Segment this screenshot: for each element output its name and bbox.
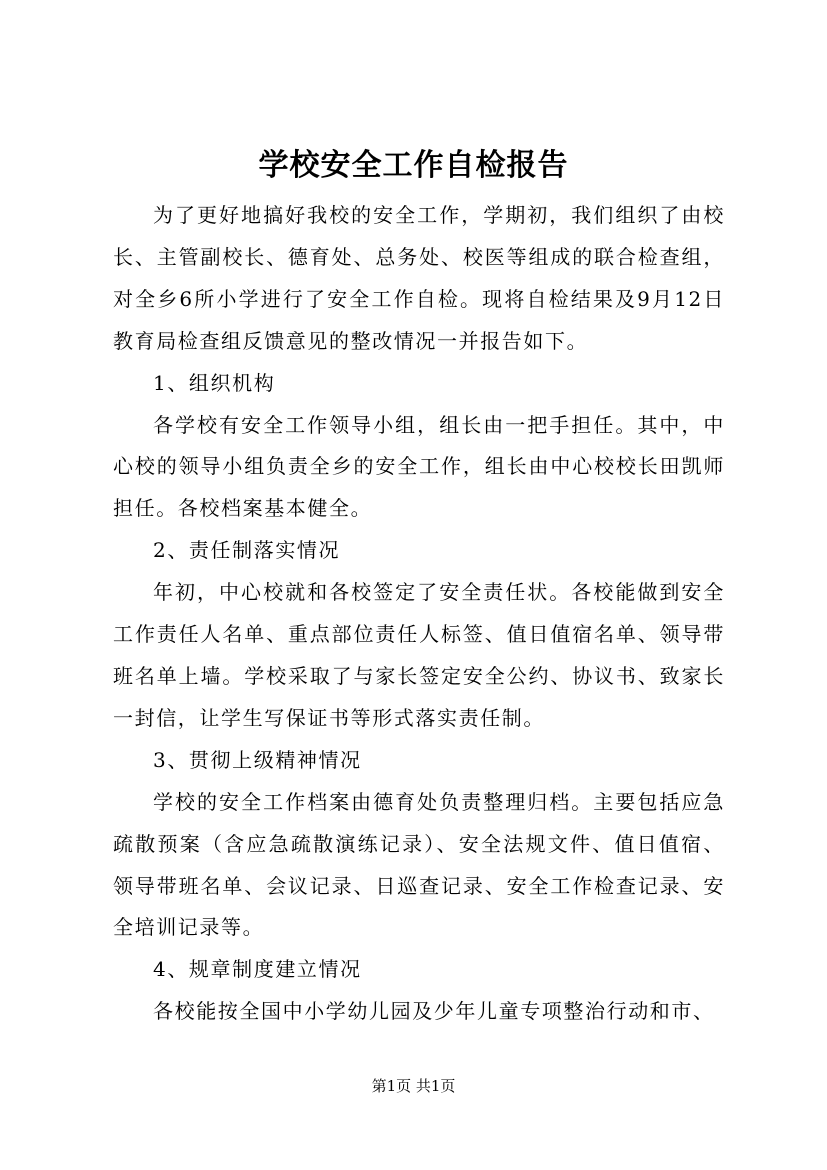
- section-text-responsibility: 年初，中心校就和各校签定了安全责任状。各校能做到安全工作责任人名单、重点部位责任人标签、值日值宿名单、领导带班名单上墙。学校采取了与家长签定安全公约、协议书、致家长一封信，让学生写保证书等形式落实责任制。: [113, 580, 725, 730]
- intro-paragraph: 为了更好地搞好我校的安全工作，学期初，我们组织了由校长、主管副校长、德育处、总务处、校医等组成的联合检查组，对全乡6所小学进行了安全工作自检。现将自检结果及9月12日教育局检查组反馈意见的整改情况一并报告如下。: [113, 203, 725, 353]
- page-number-footer: 第1页 共1页: [371, 1077, 456, 1095]
- section-text-organization: 各学校有安全工作领导小组，组长由一把手担任。其中，中心校的领导小组负责全乡的安全工作，组长由中心校校长田凯师担任。各校档案基本健全。: [113, 412, 725, 521]
- section-heading-regulations: 4、规章制度建立情况: [153, 957, 362, 982]
- section-text-implementation: 学校的安全工作档案由德育处负责整理归档。主要包括应急疏散预案（含应急疏散演练记录）、安全法规文件、值日值宿、领导带班名单、会议记录、日巡查记录、安全工作检查记录、安全培训记录等。: [113, 789, 725, 940]
- section-heading-responsibility: 2、责任制落实情况: [153, 538, 341, 563]
- section-heading-implementation: 3、贯彻上级精神情况: [153, 747, 362, 772]
- section-heading-organization: 1、组织机构: [153, 370, 276, 395]
- document-title: 学校安全工作自检报告: [258, 148, 569, 183]
- section-text-regulations: 各校能按全国中小学幼儿园及少年儿童专项整治行动和市、: [153, 999, 715, 1024]
- document-body: [113, 195, 725, 1033]
